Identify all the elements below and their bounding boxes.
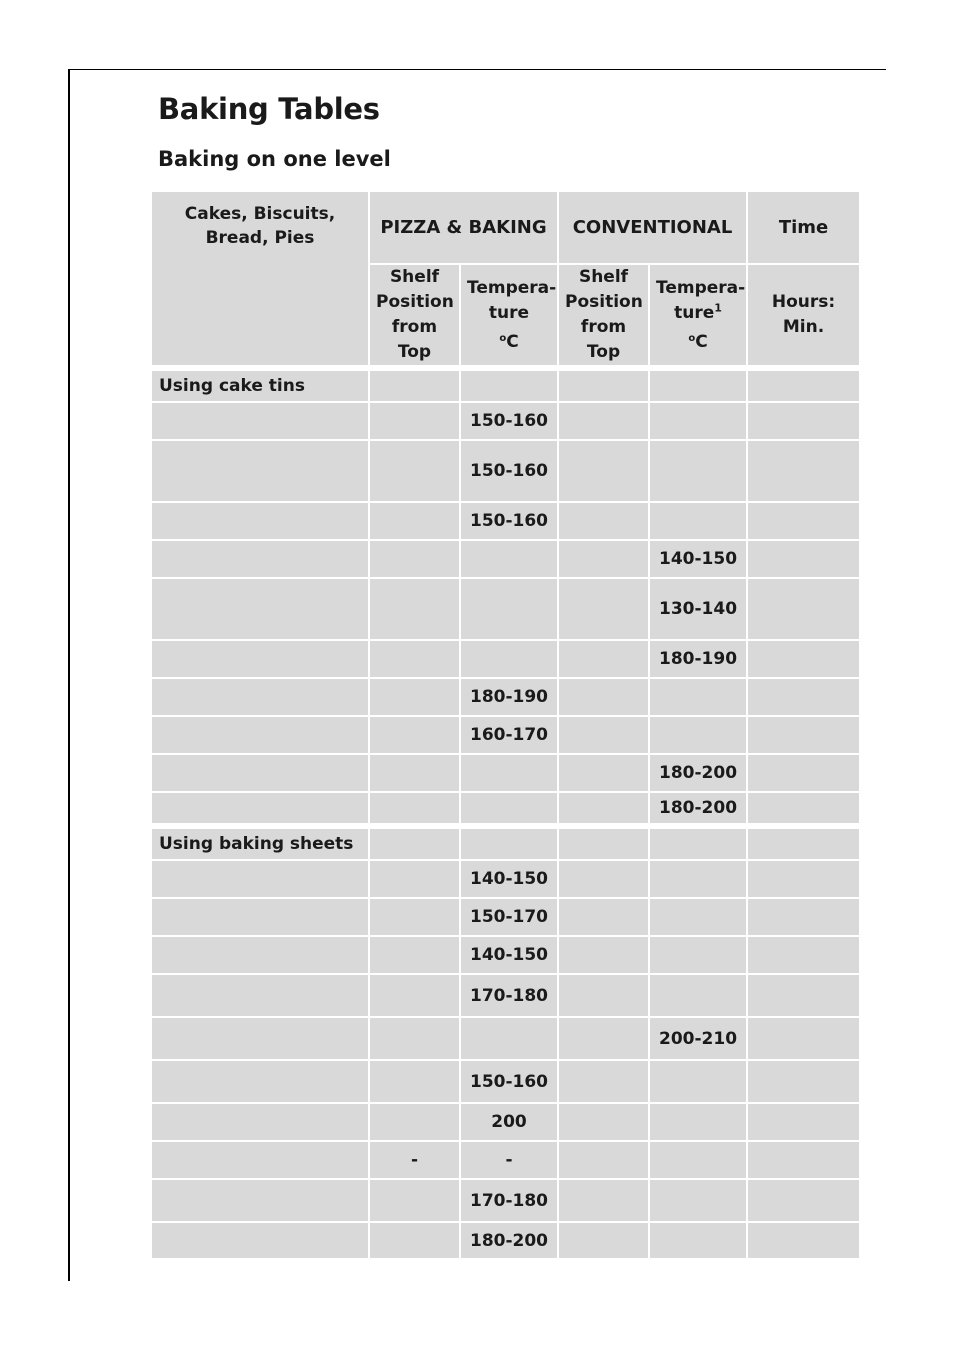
- table-row: [152, 898, 859, 936]
- cell-conv-temp: [649, 678, 747, 716]
- cell-pizza-shelf: [369, 540, 460, 578]
- empty-cell: [460, 826, 558, 860]
- cell-pizza-shelf: [369, 1103, 460, 1141]
- header-conventional: CONVENTIONAL: [558, 192, 747, 264]
- cell-conv-temp: [649, 898, 747, 936]
- cell-pizza-temp: 150-160: [460, 402, 558, 440]
- cell-food: [152, 540, 369, 578]
- cell-time: [747, 754, 859, 792]
- cell-pizza-temp: [460, 792, 558, 826]
- header-row-groups: [152, 192, 859, 264]
- cell-conv-shelf: [558, 1103, 649, 1141]
- cell-pizza-temp: [460, 1017, 558, 1060]
- cell-food: [152, 716, 369, 754]
- empty-cell: [747, 826, 859, 860]
- cell-conv-shelf: [558, 440, 649, 502]
- cell-pizza-shelf: [369, 502, 460, 540]
- empty-cell: [460, 368, 558, 402]
- table-row: [152, 640, 859, 678]
- cell-pizza-temp: [460, 540, 558, 578]
- cell-food: [152, 1222, 369, 1258]
- cell-food: [152, 1060, 369, 1103]
- empty-cell: [649, 826, 747, 860]
- cell-time: [747, 440, 859, 502]
- temp-line: Tempera-: [467, 277, 557, 298]
- cell-pizza-temp: 160-170: [460, 716, 558, 754]
- cell-pizza-temp: -: [460, 1141, 558, 1179]
- table-row: [152, 402, 859, 440]
- cell-time: [747, 502, 859, 540]
- cell-food: [152, 1179, 369, 1222]
- cell-pizza-temp: 140-150: [460, 860, 558, 898]
- cell-conv-shelf: [558, 540, 649, 578]
- header-time-units: Hours: Min.: [747, 264, 859, 368]
- degree-symbol: o: [499, 332, 507, 344]
- cell-conv-shelf: [558, 792, 649, 826]
- cell-food: [152, 640, 369, 678]
- cell-pizza-shelf: [369, 578, 460, 640]
- table-row: [152, 792, 859, 826]
- empty-cell: [649, 368, 747, 402]
- cell-conv-temp: [649, 974, 747, 1017]
- section-label: Using baking sheets: [152, 826, 369, 860]
- temp-line: Tempera-: [656, 277, 746, 298]
- footnote-mark: 1: [714, 300, 722, 314]
- cell-conv-shelf: [558, 402, 649, 440]
- header-pizza-baking: PIZZA & BAKING: [369, 192, 558, 264]
- cell-pizza-temp: 150-170: [460, 898, 558, 936]
- cell-conv-temp: 140-150: [649, 540, 747, 578]
- cell-conv-shelf: [558, 716, 649, 754]
- cell-conv-temp: [649, 1103, 747, 1141]
- cell-time: [747, 716, 859, 754]
- cell-food: [152, 402, 369, 440]
- cell-pizza-temp: 150-160: [460, 1060, 558, 1103]
- cell-time: [747, 898, 859, 936]
- cell-food: [152, 502, 369, 540]
- cell-time: [747, 936, 859, 974]
- header-food: Cakes, Biscuits, Bread, Pies: [152, 192, 369, 368]
- shelf-line: Position: [376, 292, 454, 312]
- cell-conv-shelf: [558, 1222, 649, 1258]
- cell-time: [747, 792, 859, 826]
- cell-conv-temp: [649, 1060, 747, 1103]
- cell-pizza-temp: 170-180: [460, 974, 558, 1017]
- table-row: [152, 1179, 859, 1222]
- cell-time: [747, 1222, 859, 1258]
- empty-cell: [558, 826, 649, 860]
- cell-pizza-temp: 170-180: [460, 1179, 558, 1222]
- empty-cell: [369, 826, 460, 860]
- cell-conv-temp: [649, 716, 747, 754]
- cell-time: [747, 1179, 859, 1222]
- table-row: [152, 1141, 859, 1179]
- cell-food: [152, 578, 369, 640]
- baking-table: [152, 192, 859, 1258]
- table-row: [152, 540, 859, 578]
- cell-conv-temp: 180-200: [649, 754, 747, 792]
- table-row: [152, 502, 859, 540]
- cell-pizza-shelf: [369, 1060, 460, 1103]
- cell-time: [747, 640, 859, 678]
- section-subtitle: Baking on one level: [158, 147, 391, 171]
- cell-pizza-temp: 180-190: [460, 678, 558, 716]
- cell-conv-temp: [649, 502, 747, 540]
- cell-pizza-shelf: [369, 936, 460, 974]
- table-row: [152, 754, 859, 792]
- left-rule: [68, 69, 70, 1281]
- cell-time: [747, 974, 859, 1017]
- cell-pizza-temp: [460, 754, 558, 792]
- cell-conv-shelf: [558, 936, 649, 974]
- cell-pizza-shelf: [369, 974, 460, 1017]
- cell-food: [152, 1103, 369, 1141]
- cell-food: [152, 898, 369, 936]
- page-title: Baking Tables: [158, 92, 380, 126]
- cell-pizza-temp: 150-160: [460, 502, 558, 540]
- cell-pizza-shelf: [369, 898, 460, 936]
- empty-cell: [747, 368, 859, 402]
- celsius-unit: C: [695, 331, 708, 352]
- table-row: [152, 678, 859, 716]
- cell-food: [152, 974, 369, 1017]
- cell-pizza-temp: 200: [460, 1103, 558, 1141]
- cell-food: [152, 440, 369, 502]
- table-row: [152, 716, 859, 754]
- cell-time: [747, 1103, 859, 1141]
- cell-pizza-shelf: -: [369, 1141, 460, 1179]
- cell-food: [152, 1017, 369, 1060]
- table-row: [152, 860, 859, 898]
- cell-conv-temp: [649, 1141, 747, 1179]
- cell-conv-shelf: [558, 1141, 649, 1179]
- cell-time: [747, 860, 859, 898]
- header-pizza-temp: [460, 264, 558, 368]
- cell-pizza-temp: 180-200: [460, 1222, 558, 1258]
- cell-time: [747, 402, 859, 440]
- cell-pizza-shelf: [369, 440, 460, 502]
- temp-line: ture: [488, 302, 530, 323]
- table-row: [152, 1103, 859, 1141]
- header-conv-temp: [649, 264, 747, 368]
- table-row: [152, 1060, 859, 1103]
- cell-pizza-shelf: [369, 792, 460, 826]
- temp-line: ture: [674, 302, 715, 323]
- table-row: [152, 974, 859, 1017]
- cell-pizza-shelf: [369, 640, 460, 678]
- empty-cell: [558, 368, 649, 402]
- cell-pizza-temp: 150-160: [460, 440, 558, 502]
- cell-pizza-temp: [460, 578, 558, 640]
- cell-pizza-shelf: [369, 402, 460, 440]
- cell-time: [747, 540, 859, 578]
- cell-pizza-shelf: [369, 754, 460, 792]
- shelf-line: Position: [565, 292, 643, 312]
- header-conv-shelf: [558, 264, 649, 368]
- degree-symbol: o: [688, 332, 696, 344]
- table-row: [152, 578, 859, 640]
- cell-time: [747, 1060, 859, 1103]
- cell-conv-temp: 130-140: [649, 578, 747, 640]
- cell-conv-temp: [649, 860, 747, 898]
- cell-conv-temp: [649, 936, 747, 974]
- cell-time: [747, 678, 859, 716]
- cell-pizza-shelf: [369, 678, 460, 716]
- celsius-unit: C: [506, 331, 519, 352]
- cell-time: [747, 1141, 859, 1179]
- cell-conv-shelf: [558, 1060, 649, 1103]
- cell-conv-shelf: [558, 1017, 649, 1060]
- cell-pizza-shelf: [369, 860, 460, 898]
- section-row: [152, 826, 859, 860]
- cell-food: [152, 860, 369, 898]
- cell-pizza-temp: [460, 640, 558, 678]
- cell-conv-shelf: [558, 678, 649, 716]
- cell-conv-temp: [649, 1179, 747, 1222]
- cell-food: [152, 936, 369, 974]
- cell-food: [152, 792, 369, 826]
- cell-pizza-shelf: [369, 716, 460, 754]
- section-row: [152, 368, 859, 402]
- table-row: [152, 1222, 859, 1258]
- table-row: [152, 936, 859, 974]
- shelf-line: Shelf: [578, 267, 629, 287]
- cell-time: [747, 578, 859, 640]
- cell-pizza-temp: 140-150: [460, 936, 558, 974]
- empty-cell: [369, 368, 460, 402]
- cell-conv-shelf: [558, 898, 649, 936]
- cell-conv-shelf: [558, 974, 649, 1017]
- cell-conv-temp: 200-210: [649, 1017, 747, 1060]
- cell-conv-temp: 180-200: [649, 792, 747, 826]
- cell-conv-temp: [649, 402, 747, 440]
- header-pizza-shelf: [369, 264, 460, 368]
- table-row: [152, 1017, 859, 1060]
- cell-food: [152, 754, 369, 792]
- cell-conv-shelf: [558, 640, 649, 678]
- cell-pizza-shelf: [369, 1179, 460, 1222]
- cell-conv-shelf: [558, 1179, 649, 1222]
- cell-conv-shelf: [558, 502, 649, 540]
- cell-food: [152, 1141, 369, 1179]
- cell-conv-temp: [649, 440, 747, 502]
- header-time: Time: [747, 192, 859, 264]
- shelf-line: from Top: [580, 317, 627, 362]
- cell-conv-temp: 180-190: [649, 640, 747, 678]
- shelf-line: Shelf: [389, 267, 440, 287]
- cell-conv-shelf: [558, 754, 649, 792]
- cell-pizza-shelf: [369, 1017, 460, 1060]
- shelf-line: from Top: [391, 317, 438, 362]
- section-label: Using cake tins: [152, 368, 369, 402]
- top-rule: [68, 69, 886, 70]
- cell-conv-shelf: [558, 860, 649, 898]
- cell-conv-shelf: [558, 578, 649, 640]
- cell-time: [747, 1017, 859, 1060]
- table-row: [152, 440, 859, 502]
- cell-conv-temp: [649, 1222, 747, 1258]
- cell-food: [152, 678, 369, 716]
- cell-pizza-shelf: [369, 1222, 460, 1258]
